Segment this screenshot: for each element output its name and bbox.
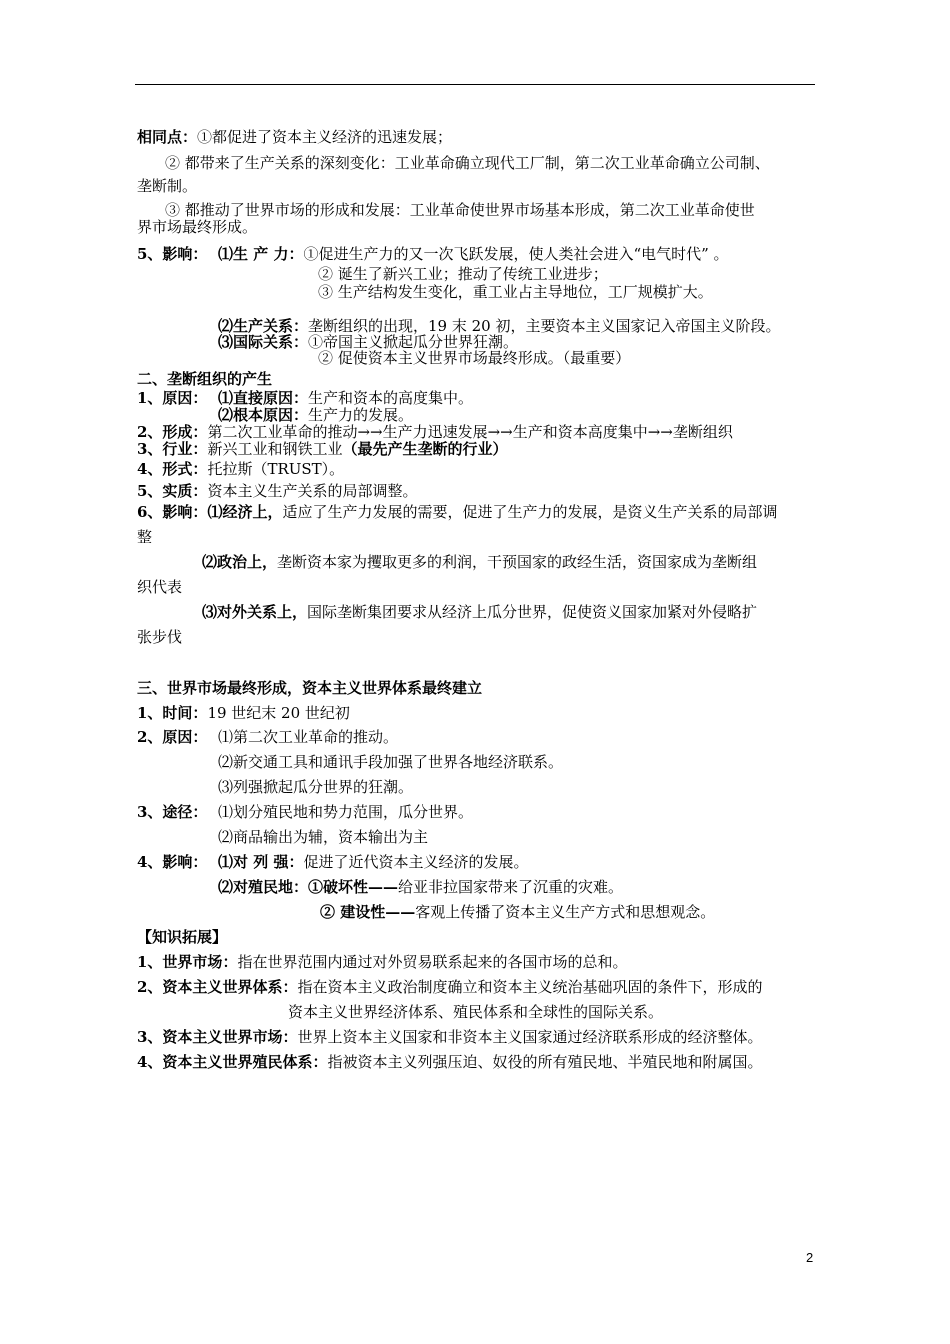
impact-econ-line — [137, 502, 777, 522]
page-number: 2 — [806, 1250, 814, 1265]
header-rule — [135, 84, 815, 85]
essence-line — [137, 481, 417, 501]
term-3 — [137, 1027, 762, 1047]
econ-text: 适应了生产力发展的需要，促进了生产力的发展，是资义生产关系的局部调 — [282, 503, 778, 521]
section2-cause-line — [137, 388, 207, 408]
relations-text: 垄断组织的出现，19 末 20 初，主要资本主义国家记入帝国主义阶段。 — [308, 317, 781, 335]
econ-label: ⑴经济上， — [207, 503, 283, 521]
productivity-item-2: ② 诞生了新兴工业；推动了传统工业进步； — [318, 265, 608, 283]
similarities-line-1 — [137, 127, 452, 147]
productivity-item-3: ③ 生产结构发生变化，重工业占主导地位，工厂规模扩大。 — [318, 283, 713, 301]
influence5-label: 5、影响： — [137, 245, 208, 263]
section3-impact-label: 4、影响： — [137, 853, 208, 871]
industry-line — [137, 439, 507, 459]
powers-text: 促进了近代资本主义经济的发展。 — [303, 853, 529, 871]
formation-text: 第二次工业革命的推动→→生产力迅速发展→→生产和资本高度集中→→垄断组织 — [207, 423, 733, 441]
form-text: 托拉斯（TRUST）。 — [207, 460, 345, 478]
powers-label: ⑴对 列 强： — [218, 853, 304, 871]
formation-label: 2、形成： — [137, 423, 208, 441]
ext-line — [202, 602, 757, 622]
intl-item-2: ② 促使资本主义世界市场最终形成。（最重要） — [318, 349, 631, 367]
term-2-label: 2、资本主义世界体系： — [137, 978, 298, 996]
form-label: 4、形式： — [137, 460, 208, 478]
direct-cause-label: ⑴直接原因： — [218, 389, 309, 407]
section3-heading: 三、世界市场最终形成，资本主义世界体系最终建立 — [137, 679, 483, 697]
ext-text-cont: 张步伐 — [137, 628, 183, 646]
econ-text-cont: 整 — [137, 528, 153, 546]
path-label: 3、途径： — [137, 803, 208, 821]
similarities-item-2-cont: 垄断制。 — [137, 177, 198, 195]
section3-cause-label: 2、原因： — [137, 728, 208, 746]
industry-text: 新兴工业和钢铁工业 — [207, 440, 343, 458]
term-1 — [137, 952, 627, 972]
term-2-text-cont: 资本主义世界经济体系、殖民体系和全球性的国际关系。 — [288, 1003, 664, 1021]
destructive-text: 给亚非拉国家带来了沉重的灾难。 — [398, 878, 624, 896]
term-3-label: 3、资本主义世界市场： — [137, 1028, 298, 1046]
root-cause-label: ⑵根本原因： — [218, 406, 309, 424]
section2-heading: 二、垄断组织的产生 — [137, 370, 273, 388]
section3-cause-3: ⑶列强掀起瓜分世界的狂潮。 — [218, 778, 414, 796]
colonies-label: ⑵对殖民地： — [218, 878, 309, 896]
time-text: 19 世纪末 20 世纪初 — [207, 704, 350, 722]
pol-label: ⑵政治上， — [202, 553, 278, 571]
productivity-label: ⑴生 产 力： — [218, 245, 304, 263]
term-2-text: 指在资本主义政治制度确立和资本主义统治基础巩固的条件下，形成的 — [297, 978, 763, 996]
section2-impact-label: 6、影响： — [137, 503, 208, 521]
constructive-line — [320, 902, 715, 922]
constructive-label: ② 建设性—— — [320, 903, 416, 921]
similarities-item-1: ①都促进了资本主义经济的迅速发展； — [197, 128, 453, 146]
form-line — [137, 459, 344, 479]
ext-text: 国际垄断集团要求从经济上瓜分世界，促使资义国家加紧对外侵略扩 — [307, 603, 758, 621]
pol-text: 垄断资本家为攫取更多的利润，干预国家的政经生活，资国家成为垄断组 — [277, 553, 758, 571]
destructive-label: ①破坏性—— — [308, 878, 399, 896]
colonies-line — [218, 877, 623, 897]
powers-line — [218, 852, 528, 872]
time-line — [137, 703, 350, 723]
term-4-text: 指被资本主义列强压迫、奴役的所有殖民地、半殖民地和附属国。 — [327, 1053, 763, 1071]
term-4-label: 4、资本主义世界殖民体系： — [137, 1053, 328, 1071]
section3-cause-2: ⑵新交通工具和通讯手段加强了世界各地经济联系。 — [218, 753, 564, 771]
path-item-2: ⑵商品输出为辅，资本输出为主 — [218, 828, 429, 846]
section2-cause-label: 1、原因： — [137, 389, 208, 407]
term-1-label: 1、世界市场： — [137, 953, 238, 971]
similarities-label: 相同点： — [137, 128, 198, 146]
term-1-text: 指在世界范围内通过对外贸易联系起来的各国市场的总和。 — [237, 953, 628, 971]
relations-label: ⑵生产关系： — [218, 317, 309, 335]
root-cause-text: 生产力的发展。 — [308, 406, 414, 424]
time-label: 1、时间： — [137, 704, 208, 722]
term-4 — [137, 1052, 762, 1072]
direct-cause-text: 生产和资本的高度集中。 — [308, 389, 474, 407]
similarities-item-2: ② 都带来了生产关系的深刻变化：工业革命确立现代工厂制，第二次工业革命确立公司制、 — [165, 154, 770, 172]
intl-label: ⑶国际关系： — [218, 333, 309, 351]
section3-cause-1: ⑴第二次工业革命的推动。 — [218, 728, 399, 746]
constructive-text: 客观上传播了资本主义生产方式和思想观念。 — [415, 903, 716, 921]
knowledge-heading: 【知识拓展】 — [137, 928, 228, 946]
essence-label: 5、实质： — [137, 482, 208, 500]
similarities-item-3-cont: 界市场最终形成。 — [137, 218, 258, 236]
pol-line — [202, 552, 757, 572]
term-3-text: 世界上资本主义国家和非资本主义国家通过经济联系形成的经济整体。 — [297, 1028, 763, 1046]
ext-label: ⑶对外关系上， — [202, 603, 308, 621]
pol-text-cont: 织代表 — [137, 578, 183, 596]
similarities-item-3: ③ 都推动了世界市场的形成和发展：工业革命使世界市场基本形成，第二次工业革命使世 — [165, 201, 755, 219]
essence-text: 资本主义生产关系的局部调整。 — [207, 482, 418, 500]
intl-item-1: ①帝国主义掀起瓜分世界狂潮。 — [308, 333, 519, 351]
term-2 — [137, 977, 762, 997]
path-item-1: ⑴划分殖民地和势力范围，瓜分世界。 — [218, 803, 474, 821]
productivity-item-1: ①促进生产力的又一次飞跃发展，使人类社会进入“电气时代” 。 — [303, 245, 729, 263]
industry-label: 3、行业： — [137, 440, 208, 458]
productivity-line-1 — [218, 244, 729, 264]
industry-note: （最先产生垄断的行业） — [342, 440, 508, 458]
